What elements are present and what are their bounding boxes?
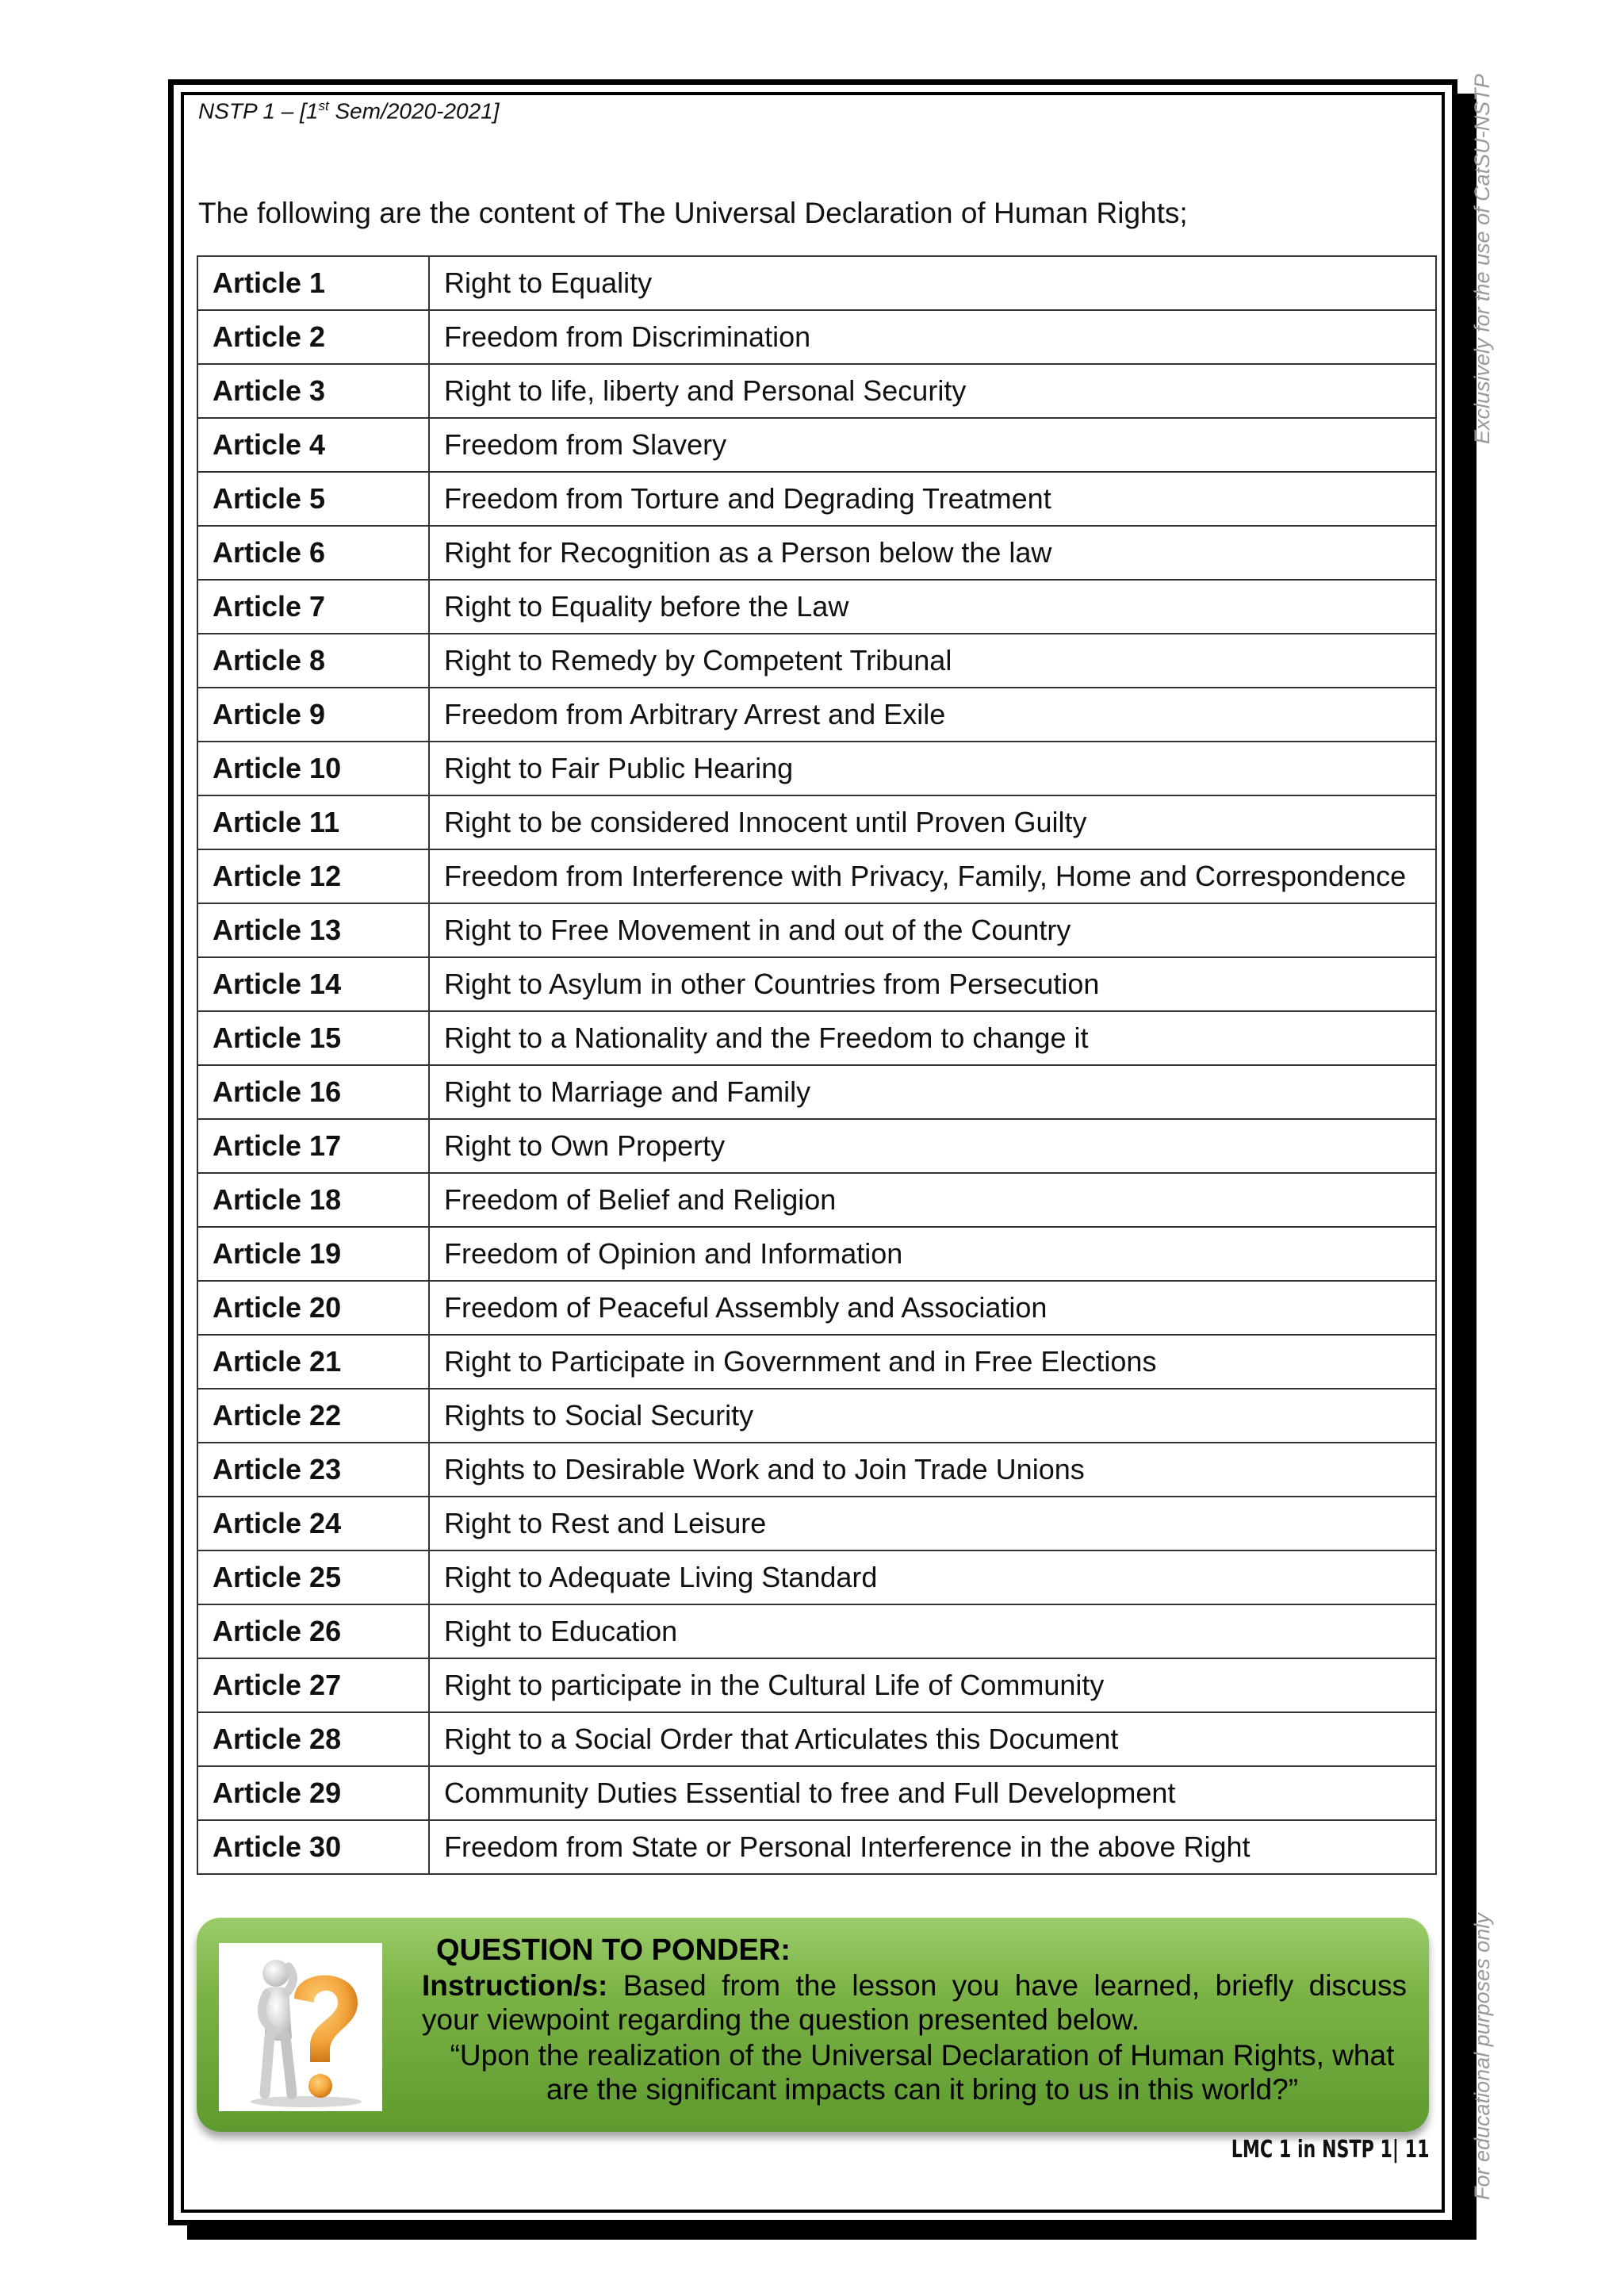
article-number: Article 16: [197, 1065, 429, 1119]
article-title: Right to Marriage and Family: [429, 1065, 1436, 1119]
article-title: Right to Equality: [429, 256, 1436, 310]
article-number: Article 11: [197, 795, 429, 849]
article-row: [197, 580, 1436, 634]
page-footer: LMC 1 in NSTP 1| 11: [1231, 2136, 1429, 2164]
article-row: [197, 903, 1436, 957]
header-prefix: NSTP 1 – [1: [198, 98, 319, 124]
article-number: Article 4: [197, 418, 429, 472]
article-row: [197, 472, 1436, 526]
article-title: Right for Recognition as a Person below the law: [429, 526, 1436, 580]
article-number: Article 23: [197, 1443, 429, 1497]
article-row: [197, 310, 1436, 364]
article-row: [197, 1443, 1436, 1497]
article-number: Article 13: [197, 903, 429, 957]
ponder-title: QUESTION TO PONDER:: [436, 1934, 791, 1967]
article-row: [197, 1011, 1436, 1065]
article-number: Article 26: [197, 1604, 429, 1658]
article-title: Right to Participate in Government and in Free Elections: [429, 1335, 1436, 1389]
article-number: Article 3: [197, 364, 429, 418]
article-title: Freedom of Belief and Religion: [429, 1173, 1436, 1227]
article-number: Article 18: [197, 1173, 429, 1227]
article-row: [197, 364, 1436, 418]
article-row: [197, 1766, 1436, 1820]
header-sup: st: [318, 98, 329, 113]
intro-text: The following are the content of The Universal Declaration of Human Rights;: [198, 197, 1188, 229]
ponder-question-quote: “Upon the realization of the Universal Declaration of Human Rights, what are the significant impacts can it bring to us in this world?”: [450, 2039, 1395, 2106]
article-number: Article 9: [197, 688, 429, 742]
ponder-instruction-text: Based from the lesson you have learned, briefly discuss your viewpoint regarding the question presented below.: [422, 1969, 1407, 2036]
article-number: Article 17: [197, 1119, 429, 1173]
article-title: Right to a Social Order that Articulates this Document: [429, 1712, 1436, 1766]
watermark-bottom-text: For educational purposes only: [1470, 1913, 1494, 2200]
watermark-top-text: Exclusively for the use of CatSU-NSTP: [1470, 74, 1494, 444]
article-row: [197, 1389, 1436, 1443]
article-title: Right to be considered Innocent until Proven Guilty: [429, 795, 1436, 849]
article-number: Article 19: [197, 1227, 429, 1281]
article-title: Right to participate in the Cultural Life of Community: [429, 1658, 1436, 1712]
article-row: [197, 1119, 1436, 1173]
ponder-instruction-label: Instruction/s:: [422, 1969, 608, 2002]
article-title: Right to Remedy by Competent Tribunal: [429, 634, 1436, 688]
article-row: [197, 1712, 1436, 1766]
article-number: Article 14: [197, 957, 429, 1011]
article-row: [197, 1281, 1436, 1335]
article-row: [197, 1065, 1436, 1119]
articles-table-body: [197, 256, 1436, 1874]
article-number: Article 30: [197, 1820, 429, 1874]
article-row: [197, 1173, 1436, 1227]
article-title: Right to Free Movement in and out of the Country: [429, 903, 1436, 957]
article-title: Right to a Nationality and the Freedom to change it: [429, 1011, 1436, 1065]
article-number: Article 22: [197, 1389, 429, 1443]
header-suffix: Sem/2020-2021]: [328, 98, 500, 124]
article-row: [197, 1497, 1436, 1550]
article-title: Freedom from Slavery: [429, 418, 1436, 472]
article-title: Right to Asylum in other Countries from Persecution: [429, 957, 1436, 1011]
article-title: Right to Equality before the Law: [429, 580, 1436, 634]
article-row: [197, 1550, 1436, 1604]
article-number: Article 28: [197, 1712, 429, 1766]
article-title: Right to Rest and Leisure: [429, 1497, 1436, 1550]
article-title: Rights to Desirable Work and to Join Trade Unions: [429, 1443, 1436, 1497]
question-to-ponder-panel: [197, 1918, 1429, 2132]
article-row: [197, 526, 1436, 580]
article-number: Article 27: [197, 1658, 429, 1712]
article-title: Right to Fair Public Hearing: [429, 742, 1436, 795]
article-title: Freedom from Arbitrary Arrest and Exile: [429, 688, 1436, 742]
article-row: [197, 256, 1436, 310]
article-row: [197, 1335, 1436, 1389]
article-number: Article 6: [197, 526, 429, 580]
article-title: Freedom from Discrimination: [429, 310, 1436, 364]
article-row: [197, 1658, 1436, 1712]
article-number: Article 5: [197, 472, 429, 526]
article-number: Article 25: [197, 1550, 429, 1604]
article-number: Article 21: [197, 1335, 429, 1389]
article-title: Freedom from Interference with Privacy, Family, Home and Correspondence: [429, 849, 1436, 903]
thinking-figure-question-mark-svg: [219, 1943, 382, 2111]
article-row: [197, 634, 1436, 688]
article-number: Article 1: [197, 256, 429, 310]
article-title: Freedom of Opinion and Information: [429, 1227, 1436, 1281]
ponder-instruction: [422, 1968, 1407, 2037]
article-row: [197, 849, 1436, 903]
thinking-figure-question-mark-icon: [219, 1943, 382, 2111]
article-title: Right to life, liberty and Personal Security: [429, 364, 1436, 418]
article-row: [197, 688, 1436, 742]
article-number: Article 8: [197, 634, 429, 688]
article-number: Article 2: [197, 310, 429, 364]
article-row: [197, 1227, 1436, 1281]
article-number: Article 24: [197, 1497, 429, 1550]
article-title: Freedom from State or Personal Interference in the above Right: [429, 1820, 1436, 1874]
article-row: [197, 742, 1436, 795]
article-number: Article 20: [197, 1281, 429, 1335]
article-title: Right to Education: [429, 1604, 1436, 1658]
articles-table: [197, 255, 1437, 1875]
article-number: Article 12: [197, 849, 429, 903]
article-number: Article 29: [197, 1766, 429, 1820]
article-number: Article 15: [197, 1011, 429, 1065]
page-header: [198, 98, 500, 124]
article-title: Rights to Social Security: [429, 1389, 1436, 1443]
article-row: [197, 1820, 1436, 1874]
article-title: Community Duties Essential to free and Full Development: [429, 1766, 1436, 1820]
article-title: Freedom of Peaceful Assembly and Association: [429, 1281, 1436, 1335]
article-row: [197, 957, 1436, 1011]
article-row: [197, 1604, 1436, 1658]
article-row: [197, 795, 1436, 849]
article-number: Article 7: [197, 580, 429, 634]
article-row: [197, 418, 1436, 472]
article-title: Right to Own Property: [429, 1119, 1436, 1173]
article-title: Freedom from Torture and Degrading Treatment: [429, 472, 1436, 526]
article-number: Article 10: [197, 742, 429, 795]
article-title: Right to Adequate Living Standard: [429, 1550, 1436, 1604]
